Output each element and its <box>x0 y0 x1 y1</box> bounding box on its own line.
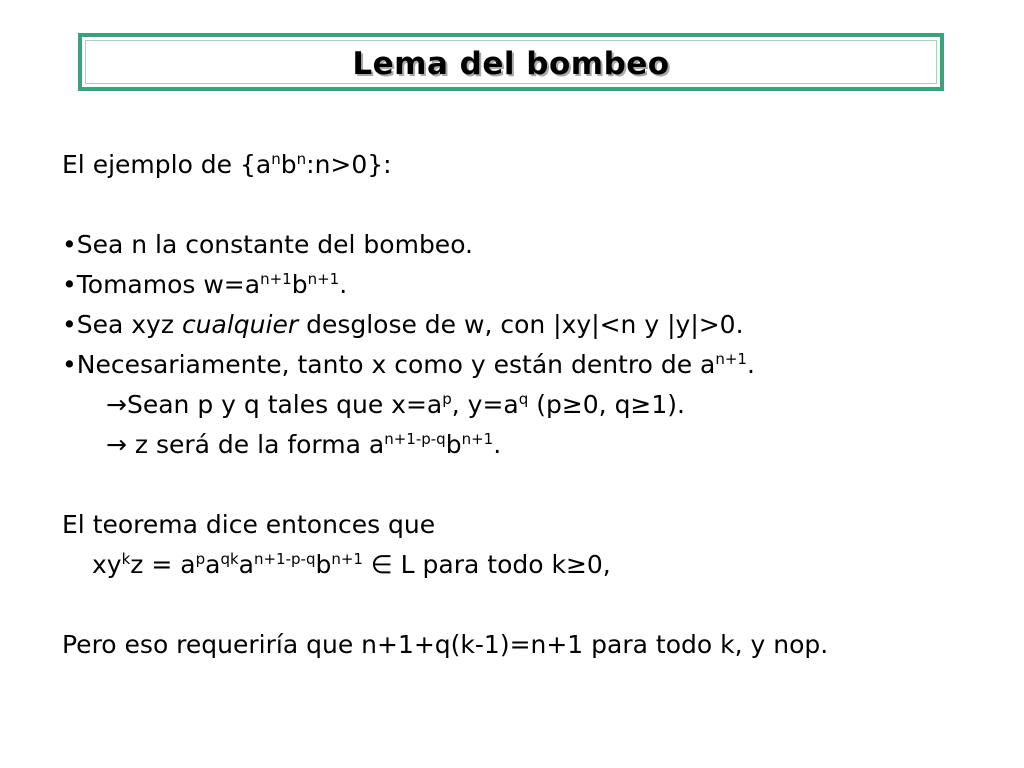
spacer <box>62 465 828 505</box>
implication-1-sup-2: q <box>518 390 529 408</box>
bullet-4-text: Necesariamente, tanto x como y están dentro de a <box>76 350 716 379</box>
spacer <box>62 185 828 225</box>
bullet-3-before: Sea xyz <box>76 310 182 339</box>
slide-content <box>62 145 828 665</box>
implication-1-mid: , y=a <box>451 390 519 419</box>
bullet-2-sup-1: n+1 <box>260 270 292 288</box>
intro-sup-2: n <box>296 150 307 168</box>
spacer <box>62 585 828 625</box>
intro-end: :n>0}: <box>306 150 392 179</box>
expr-z: z = a <box>130 550 196 579</box>
expr-sup-qk: qk <box>220 550 239 568</box>
bullet-2-sup-2: n+1 <box>307 270 340 288</box>
bullet-2-text: Tomamos w=a <box>76 270 261 299</box>
intro-sup-1: n <box>271 150 281 168</box>
implication-1-end: (p≥0, q≥1). <box>528 390 685 419</box>
expr-sup-b: n+1 <box>331 550 363 568</box>
theorem-expression <box>62 545 828 585</box>
expr-sup-n: n+1-p-q <box>253 550 316 568</box>
expr-b: b <box>315 550 332 579</box>
title-box <box>78 33 944 91</box>
intro-text: El ejemplo de {a <box>62 150 272 179</box>
bullet-item-1 <box>62 225 828 265</box>
implication-2-sup-1: n+1-p-q <box>384 430 446 448</box>
expr-sup-p: p <box>195 550 206 568</box>
theorem-intro: El teorema dice entonces que <box>62 510 436 539</box>
implication-item-2 <box>62 425 828 465</box>
expr-a2: a <box>205 550 221 579</box>
expr-sup-k: k <box>121 550 131 568</box>
implication-2-text: z será de la forma a <box>126 430 385 459</box>
bullet-4-sup: n+1 <box>715 350 747 368</box>
implies-arrow-icon: → <box>106 390 127 419</box>
slide-title: Lema del bombeo <box>352 46 670 82</box>
bullet-item-4 <box>62 345 828 385</box>
implication-2-end: . <box>493 430 502 459</box>
implication-1-text: Sean p y q tales que x=a <box>126 390 443 419</box>
expr-a3: a <box>238 550 254 579</box>
conclusion-line: Pero eso requeriría que n+1+q(k-1)=n+1 para todo k, y nop. <box>62 630 829 659</box>
bullet-2-mid: b <box>291 270 308 299</box>
implication-1-sup-1: p <box>442 390 452 408</box>
implication-2-sup-2: n+1 <box>461 430 494 448</box>
bullet-item-2 <box>62 265 828 305</box>
bullet-3-after: desglose de w, con |xy|<n y |y|>0. <box>298 310 744 339</box>
bullet-item-3 <box>62 305 828 345</box>
bullet-1-text: Sea n la constante del bombeo. <box>76 230 473 259</box>
intro-line <box>62 145 828 185</box>
bullet-3-italic: cualquier <box>181 310 299 339</box>
bullet-2-end: . <box>339 270 348 299</box>
implication-item-1 <box>62 385 828 425</box>
expr-xy: xy <box>92 550 122 579</box>
expr-end: ∈ L para todo k≥0, <box>362 550 611 579</box>
implies-arrow-icon: → <box>106 430 127 459</box>
intro-mid: b <box>280 150 297 179</box>
implication-2-mid: b <box>445 430 462 459</box>
bullet-4-end: . <box>746 350 755 379</box>
